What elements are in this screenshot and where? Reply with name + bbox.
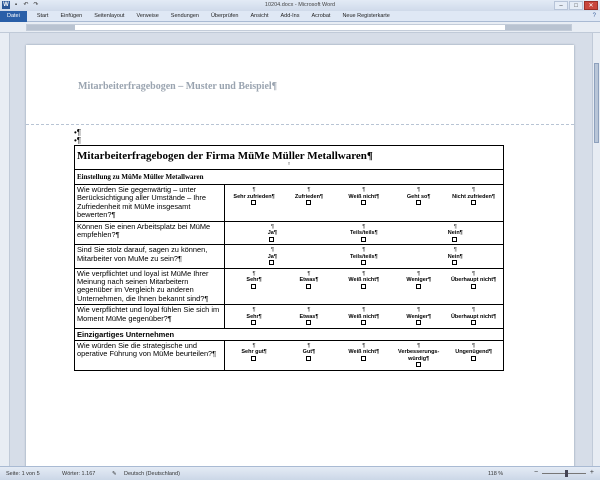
paragraph-marks — [74, 129, 81, 145]
answer-option: ¶ Sehr zufrieden¶ — [227, 187, 282, 207]
checkbox[interactable] — [452, 237, 457, 242]
tab-view[interactable]: Ansicht — [250, 12, 269, 19]
answer-option: ¶ Weiß nicht¶ — [336, 343, 391, 369]
language[interactable]: Deutsch (Deutschland) — [124, 471, 180, 477]
checkbox[interactable] — [251, 320, 256, 325]
section-row — [75, 170, 504, 185]
document-workspace — [0, 33, 592, 466]
section-title: Einzigartiges Unternehmen — [75, 328, 504, 340]
scrollbar-thumb[interactable] — [594, 63, 599, 143]
tab-mailings[interactable]: Sendungen — [170, 12, 199, 19]
ruler-row — [0, 22, 600, 33]
answer-option: ¶ Ungenügend¶ — [446, 343, 501, 369]
table-row — [75, 185, 504, 222]
answer-option: ¶ Weniger¶ — [391, 307, 446, 327]
zoom-thumb[interactable] — [565, 470, 568, 477]
checkbox[interactable] — [471, 200, 476, 205]
answer-option: ¶ Weiß nicht¶ — [336, 271, 391, 291]
table-row — [75, 245, 504, 269]
horizontal-ruler[interactable] — [26, 24, 572, 31]
vertical-ruler[interactable] — [0, 33, 10, 466]
document-page[interactable] — [26, 45, 574, 466]
vertical-scrollbar[interactable] — [592, 33, 600, 466]
zoom-slider[interactable] — [534, 470, 594, 477]
answer-option: ¶ Ja¶ — [227, 247, 318, 267]
checkbox[interactable] — [361, 320, 366, 325]
checkbox[interactable] — [269, 237, 274, 242]
answer-option: ¶ Geht so¶ — [391, 187, 446, 207]
question-text: Sind Sie stolz darauf, sagen zu können, Mitarbeiter von MuMe zu sein?¶ — [75, 245, 225, 269]
checkbox[interactable] — [251, 284, 256, 289]
minimize-button[interactable]: – — [554, 1, 568, 10]
spellcheck-icon[interactable]: ✎ — [112, 471, 117, 477]
checkbox[interactable] — [361, 356, 366, 361]
answer-option: ¶ Teils/teils¶ — [318, 224, 409, 244]
tab-references[interactable]: Verweise — [136, 12, 159, 19]
answer-option: ¶ Sehr¶ — [227, 307, 282, 327]
tab-acrobat[interactable]: Acrobat — [311, 12, 331, 19]
table-row — [75, 340, 504, 370]
redo-icon[interactable]: ↷ — [33, 2, 39, 8]
document-title: Mitarbeiterfragebogen der Firma MüMe Müller Metallwaren¶ — [77, 150, 373, 162]
answer-option: ¶ Teils/teils¶ — [318, 247, 409, 267]
section-title: Einstellung zu MüMe Müller Metallwaren — [75, 170, 504, 185]
tab-addins[interactable]: Add-Ins — [280, 12, 300, 19]
checkbox[interactable] — [361, 200, 366, 205]
tab-review[interactable]: Überprüfen — [210, 12, 239, 19]
answer-option: ¶ Gut¶ — [282, 343, 337, 369]
answer-option: ¶ Nicht zufrieden¶ — [446, 187, 501, 207]
zoom-out-icon[interactable]: − — [534, 469, 539, 476]
section-row — [75, 328, 504, 340]
zoom-in-icon[interactable]: + — [589, 469, 594, 476]
answer-option: ¶ Sehr gut¶ — [227, 343, 282, 369]
maximize-button[interactable]: □ — [569, 1, 583, 10]
checkbox[interactable] — [269, 260, 274, 265]
question-text: Können Sie einen Arbeitsplatz bei MüMe empfehlen?¶ — [75, 221, 225, 245]
checkbox[interactable] — [471, 320, 476, 325]
checkbox[interactable] — [251, 200, 256, 205]
header-text: Mitarbeiterfragebogen – Muster und Beispiel¶ — [78, 81, 278, 92]
checkbox[interactable] — [416, 200, 421, 205]
tab-file[interactable]: Datei — [0, 11, 27, 22]
save-icon[interactable]: ▪ — [14, 2, 18, 8]
answer-option: ¶ Weiß nicht¶ — [336, 187, 391, 207]
para-mark: •¶ — [74, 136, 82, 145]
table-row — [75, 268, 504, 305]
ribbon-tabs — [0, 11, 600, 22]
answer-option: ¶ Nein¶ — [410, 224, 501, 244]
checkbox[interactable] — [361, 237, 366, 242]
answer-option: ¶ Zufrieden¶ — [282, 187, 337, 207]
tab-insert[interactable]: Einfügen — [60, 12, 83, 19]
page-count[interactable]: Seite: 1 von 5 — [6, 471, 40, 477]
checkbox[interactable] — [306, 284, 311, 289]
answer-option: ¶ Sehr¶ — [227, 271, 282, 291]
status-bar — [0, 466, 600, 480]
tab-start[interactable]: Start — [36, 12, 49, 19]
title-bar — [0, 0, 600, 11]
answer-option: ¶ Weniger¶ — [391, 271, 446, 291]
cell-end-mark: ¤ — [287, 162, 291, 167]
answer-option: ¶ Überhaupt nicht¶ — [446, 271, 501, 291]
checkbox[interactable] — [416, 362, 421, 367]
answer-option: ¶ Verbesserungs-würdig¶ — [391, 343, 446, 369]
checkbox[interactable] — [306, 200, 311, 205]
checkbox[interactable] — [306, 356, 311, 361]
answer-option: ¶ Nein¶ — [410, 247, 501, 267]
answer-option: ¶ Etwas¶ — [282, 307, 337, 327]
checkbox[interactable] — [416, 320, 421, 325]
table-row — [75, 221, 504, 245]
question-text: Wie verpflichtet und loyal fühlen Sie sich im Moment MüMe gegenüber?¶ — [75, 305, 225, 329]
answer-option: ¶ Weiß nicht¶ — [336, 307, 391, 327]
question-text: Wie verpflichtet und loyal ist MüMe Ihrer Meinung nach seinen Mitarbeitern gegenüber im Vergleich zu anderen Unternehmen, die Ihnen bekannt sind?¶ — [75, 268, 225, 305]
checkbox[interactable] — [471, 284, 476, 289]
answer-option: ¶ Etwas¶ — [282, 271, 337, 291]
checkbox[interactable] — [251, 356, 256, 361]
checkbox[interactable] — [306, 320, 311, 325]
question-text: Wie würden Sie die strategische und operative Führung von MüMe beurteilen?¶ — [75, 340, 225, 370]
checkbox[interactable] — [361, 260, 366, 265]
page-header[interactable] — [26, 45, 574, 125]
help-icon[interactable]: ? — [592, 13, 596, 19]
close-button[interactable]: ✕ — [584, 1, 598, 10]
checkbox[interactable] — [471, 356, 476, 361]
answer-option: ¶ Ja¶ — [227, 224, 318, 244]
checkbox[interactable] — [452, 260, 457, 265]
undo-icon[interactable]: ↶ — [23, 2, 29, 8]
table-title-row — [75, 146, 504, 170]
table-row — [75, 305, 504, 329]
tab-page-layout[interactable]: Seitenlayout — [94, 12, 125, 19]
word-count[interactable]: Wörter: 1.167 — [62, 471, 96, 477]
checkbox[interactable] — [416, 284, 421, 289]
para-mark: •¶ — [74, 128, 82, 137]
question-text: Wie würden Sie gegenwärtig – unter Berücksichtigung aller Umstände – Ihre Zufriedenheit mit MüMe insgesamt bewerten?¶ — [75, 185, 225, 222]
checkbox[interactable] — [361, 284, 366, 289]
tab-new[interactable]: Neue Registerkarte — [342, 12, 390, 19]
answer-option: ¶ Überhaupt nicht¶ — [446, 307, 501, 327]
word-logo-icon[interactable]: W — [3, 2, 9, 8]
questionnaire-table[interactable] — [74, 145, 504, 371]
window-title: 10204.docx - Microsoft Word — [264, 2, 336, 8]
zoom-level[interactable]: 118 % — [488, 471, 504, 477]
